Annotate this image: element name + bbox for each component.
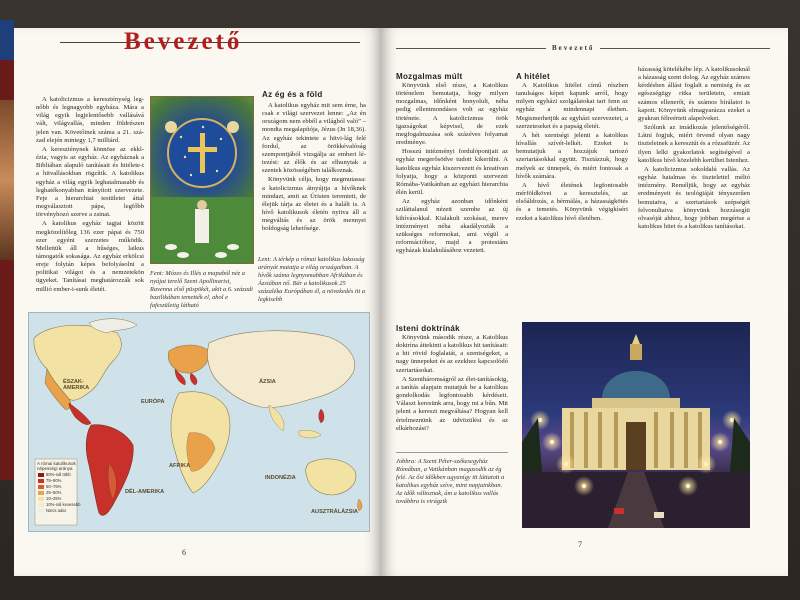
running-head: Bevezető [552, 44, 595, 52]
intro-paragraph: A katolicizmus a kereszténység leg-nőbb és legnagyobb egyháza. Mára a világ egyik legjelentősebb vallásává vált, világvallás, minden földrészen jelen van. Követőinek száma a 21. szá-zad elején mintegy 1,7 milliárd. [36, 96, 144, 144]
map-label-europe: EURÓPA [141, 399, 165, 405]
section-paragraph: A Szentháromságról az élet-tanításokig, a tanítás alapjain mutatjuk be a katolikus gondolkodás legfontosabb kérdéseit. Választ keresünk arra, hogy mi a bűn. Mit jelent a kereszt megváltása? Hogyan kell értelmeznünk az üdvözülést és az elkárhozást? [396, 375, 508, 432]
section-paragraph: A hívő életének legfontosabb mérföldkövei a keresztelés, az elsőáldozás, a bérmálás, a házasságkötés és a temetés. Könyvünk végigkíséri ezeket a katolikus hívő életében. [516, 181, 628, 222]
basilica-photo [522, 322, 750, 528]
section-heading-heaven-earth: Az ég és a föld [262, 90, 323, 99]
intro-column [36, 96, 144, 308]
section-heading-doctrines: Isteni doktrínák [396, 324, 460, 333]
mosaic-illustration [151, 97, 253, 263]
running-head-rule-right [600, 48, 770, 49]
page-number-left: 6 [182, 548, 186, 557]
section-paragraph: A katolicizmus sokoldalú vallás. Az egyház hatalmas és tisztelettel méltó intézmény. Reméljük, hogy az egyház eredményeit és teológiáját tényszerűen bemutatva, a szertartások szépségét felvonultatva könyvünk hozzásegíti olvasóját ahhoz, hogy jobban megértse a katolikus hitet és a katolikus tanításokat. [638, 165, 750, 230]
section-paragraph: A Katolikus hitélet című részben tanulságos képet kapunk arról, hogy milyen egyházi szolgálatokat tart fenn az egyház a mindennapi életben. Megismerhetjük az egyházi szervezetet, a szerzeteseket és a papság életét. [516, 82, 628, 130]
map-label-indonesia: INDONÉZIA [265, 475, 296, 481]
section-paragraph: Hosszú intézményi fordulópontjait az egyház megerősödve tudott kikerülni. A katolikus egyház kiszervezett és kreatívan folyatja, hogy a központi szervezet Rómába-Vatikánban az egyházi hierarchia élén kerül. [396, 148, 508, 197]
map-caption: Lent: A térkép a római katolikus lakosság arányát mutatja a világ országaiban. A hívők száma legnyomabban Afrikában és Ázsiában nő. Bár a katolikusok 25 százaléka Európában él, a növekedés itt a legkisebb [258, 256, 366, 303]
intro-paragraph: A katolikus egyház tagjai között megközelítőleg 136 ezer pápai és 750 ezer egyéni szerzetes működik. Mellettük áll a hűséges, laikus támogatók sokasága. Az egyház erkölcsi ereje folytán képes befolyásolni a politikai világot és a nemzetekön ügyeket. Tanításai meghatározzák sok millió ember-i-sunk életét. [36, 220, 144, 293]
legend-item: Nincs adat [46, 508, 66, 513]
continuation-column [638, 66, 750, 314]
mosaic-caption: Fent: Mózes és Illés a mapaból néz a nyájat terelő Szent Apollinarist, Ravenna első püspökét, akit a 6. századi bazilikában temették el, ahol e fafeszületig látható [150, 270, 253, 309]
legend-item: 75–90% [46, 478, 62, 483]
section-paragraph: Könyvünk második része, a Katolikus doktrína áttekinti a katolikus hit tanításait: a hit rövid foglalatát, a szentségeket, a nagy ünnepeket és az ezekhez kapcsolódó szertartásokat. [396, 334, 508, 374]
running-head-rule-left [396, 48, 546, 49]
map-legend-title: A római katolikusok népességi aránya [37, 461, 76, 471]
page-title: Bevezető [124, 28, 243, 55]
section-paragraph: Könyvünk célja, hogy megmutassa: a katolicizmus átnyújtja a hívőknek mindazt, amit az Úristen teremtett, de élejük tárja az életet és a halált is. A hívő katolikusok életén nyitva áll a megváltás és az örök mennyei boldogság lehetősége. [262, 176, 366, 233]
section-paragraph: Szólunk az imádkozás jelentőségéről. Látni fogjuk, miért örvend olyan nagy tiszteletnek a keresztút és a rózsafüzér. Az ilyen lelki gyakorlatok segítségével a katolikus hívő közelebb kerülhet Istenhez. [638, 124, 750, 164]
section-heading-history: Mozgalmas múlt [396, 72, 463, 81]
section-paragraph: Az egyház azonban időnként sziláttalanul nézett szembe az új kihívásokkal. Kialakult szokásai, merev intézményei néha akadályozták a szükséges reformokat, ami végül a reformációhoz, majd a protestáns egyházak kialakulásához vezetett. [396, 198, 508, 255]
mosaic-image [150, 96, 254, 264]
section-heading-faith-life: A hitélet [516, 72, 550, 81]
book-edge-photo [0, 100, 14, 260]
map-label-north-america: ÉSZAK-AMERIKA [63, 379, 90, 391]
legend-item: 10%-nál kevesebb [46, 502, 81, 507]
map-label-asia: ÁZSIA [259, 379, 276, 385]
legend-item: 50–75% [46, 484, 62, 489]
legend-item: 90%-nál több [46, 472, 71, 477]
page-number-right: 7 [578, 540, 582, 549]
map-legend-items [46, 472, 80, 514]
caption-rule [396, 452, 508, 453]
section-paragraph: A katolikus egyház mit sem érne, ha csak e világi szervezet lenne: „Az én országom nem ebből a világból való” – mondta megalapítója, Jézus (Jn 18,36). Az egyház tekintete a hitvi-lág felé fordul, az örökkévalóság szempontjából vizsgálja az emberi lé-tezést: az élők és az elhunytak a szentek közösségében találkoznak. [262, 102, 366, 175]
doctrines-column [396, 334, 508, 446]
section-paragraph: A hét szentségi jelenti a katolikus hívallás szívét-lelkét. Ezeket is bemutatjuk a hozzájuk tartozó szertartásokkal együtt. Tisztázzuk, hogy melyek az ünnepek, és miért fontosak a hívők számára. [516, 131, 628, 180]
faith-life-column [516, 82, 628, 314]
legend-item: 25–50% [46, 490, 62, 495]
section-paragraph: Könyvünk első része, a Katolikus történelem bemutatja, hogy milyen mozgalmas, időnként bonyolult, néha pedig ellentmondásos volt az egyház története. A katolicizmus örök igazságokat képvisel, de ezek megfogalmazása sok százéves folyamat eredménye. [396, 82, 508, 147]
section-paragraph: házasság kötelékébe lép. A katolikusoknál a házasság szent dolog. Az egyház számos kérdésben állást foglalt a nemiség és az egészségügy ritka területein, emiatt számos ellenerőt, és számos bírálatot is kapott. Könyvünk elmagyarázza ezeket a gyakran félreértett alapelveket. [638, 66, 750, 122]
basilica-illustration [522, 322, 750, 528]
map-label-africa: AFRIKA [169, 463, 191, 469]
basilica-caption: Jobbra: A Szent Péter-székesegyház Rómában, a Vatikánban magasodik az ég felé. Az ősi időkben ugyanígy itt láttatott a katolikus egyház szíve, mint napjainkban. Az idők változnak, ám a katolikus vallás továbbra is virágzik [396, 458, 505, 505]
world-map [28, 312, 370, 532]
intro-paragraph: A kereszténynek könnöse az ekkl-ézia, vagyis az egyház. Az egyháznak a Bibliában alapuló tanításait és hitélete-t a hitvallásokban rögzítik. A katolikus egyház a világ egyik leghatalmasabb és leghatékonyabban irányított szervezete. Feje a hierarchiai testületet áttal megválasztott pápa, legfőbb törvényhozó szerve a zsinat. [36, 145, 144, 219]
map-label-australasia: AUSZTRÁLÁZSIA [311, 509, 358, 515]
legend-item: 10–25% [46, 496, 62, 501]
heaven-earth-column [262, 102, 366, 252]
map-label-south-america: DÉL-AMERIKA [125, 489, 165, 495]
history-column [396, 82, 508, 314]
